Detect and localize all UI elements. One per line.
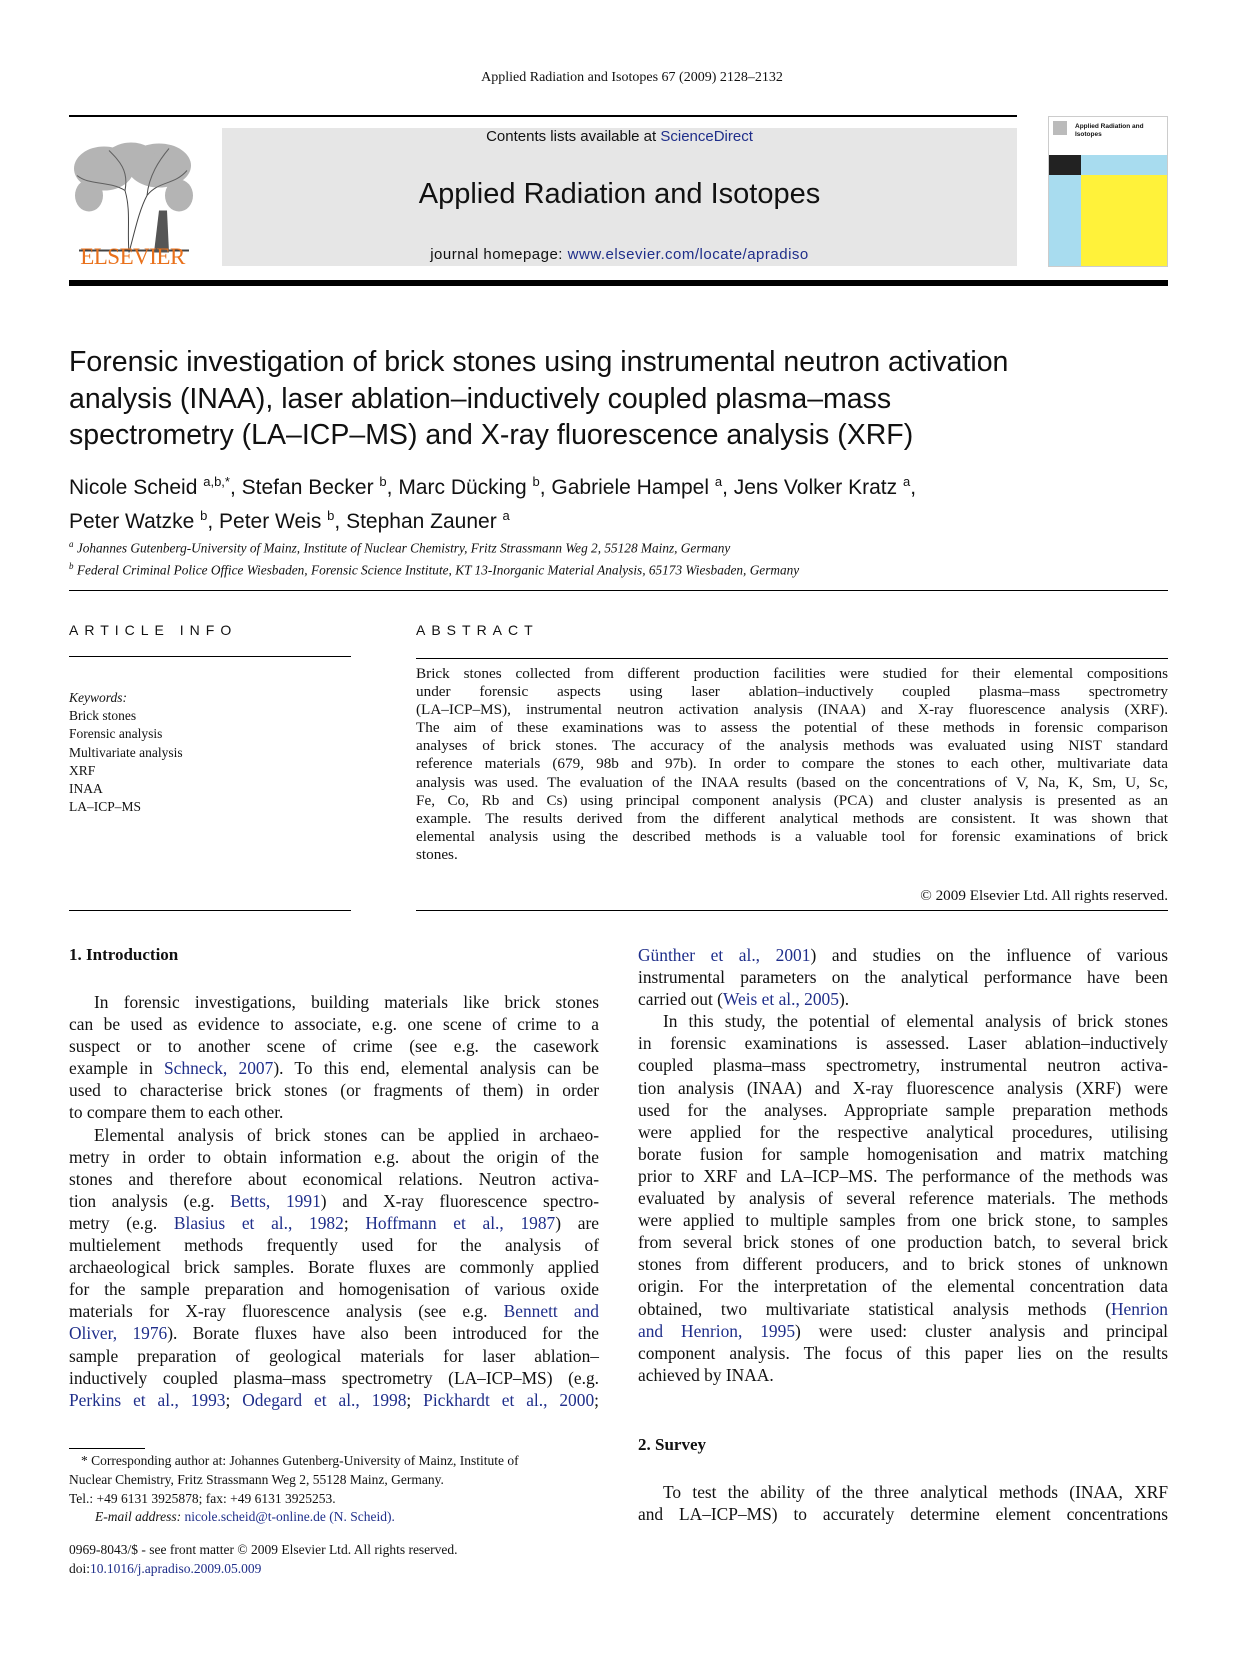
text-run: ) were used: cluster analysis and principal bbox=[795, 1320, 1168, 1341]
corresponding-author-note: * Corresponding author at: Johannes Gutenberg-University of Mainz, Institute of bbox=[81, 1453, 519, 1468]
text-run: metry in order to obtain information e.g. about the origin of the bbox=[69, 1146, 599, 1167]
citation-link[interactable]: Bennett and bbox=[503, 1301, 599, 1322]
section-heading: 1. Introduction bbox=[69, 945, 179, 964]
article-info-bottom-rule bbox=[69, 910, 351, 911]
abstract-rule bbox=[416, 658, 1168, 659]
text-run: ; bbox=[225, 1389, 243, 1410]
text-run: example in bbox=[69, 1058, 164, 1079]
author-separator: , bbox=[539, 476, 552, 499]
body-line bbox=[69, 1345, 599, 1367]
text-run: ). To this end, elemental analysis can be bbox=[273, 1058, 599, 1079]
text-run: metry (e.g. bbox=[69, 1212, 174, 1233]
body-line bbox=[638, 1364, 1168, 1386]
phone-fax: Tel.: +49 6131 3925878; fax: +49 6131 3925253. bbox=[69, 1490, 336, 1506]
citation-link[interactable]: Pickhardt et al., 2000 bbox=[423, 1389, 595, 1410]
cover-yellow-block bbox=[1081, 175, 1168, 267]
text-run: achieved by INAA. bbox=[638, 1364, 774, 1385]
affiliation-mark: a bbox=[69, 539, 74, 549]
affiliation-mark: b bbox=[69, 561, 74, 572]
corresponding-author-note-cont: Nuclear Chemistry, Fritz Strassmann Weg 2, 55128 Mainz, Germany. bbox=[69, 1471, 444, 1487]
homepage-link[interactable]: www.elsevier.com/locate/apradiso bbox=[567, 246, 809, 263]
text-run: to compare them to each other. bbox=[69, 1102, 284, 1123]
email-label: E-mail address: bbox=[95, 1509, 185, 1525]
abstract-line: elemental analysis using the described methods is a valuable tool for forensic examinations of brick bbox=[416, 827, 1168, 845]
text-run: ; bbox=[343, 1212, 366, 1233]
citation-link[interactable]: Hoffmann et al., 1987 bbox=[365, 1212, 556, 1233]
abstract-copyright: © 2009 Elsevier Ltd. All rights reserved. bbox=[920, 887, 1168, 904]
text-run: were applied to multiple samples from one brick stone, to samples bbox=[638, 1210, 1168, 1231]
body-line bbox=[69, 1013, 599, 1035]
author-separator: , bbox=[229, 476, 242, 499]
article-info-heading: ARTICLE INFO bbox=[69, 622, 238, 638]
body-line bbox=[69, 1234, 599, 1256]
author-name: Stephan Zauner bbox=[346, 510, 503, 533]
body-line bbox=[638, 1099, 1168, 1121]
masthead-thick-rule bbox=[69, 280, 1168, 286]
author-name: Jens Volker Kratz bbox=[733, 476, 903, 499]
body-line bbox=[69, 1168, 599, 1190]
author-list bbox=[69, 468, 1179, 536]
body-line bbox=[69, 1035, 599, 1057]
text-run: evaluated by analysis of several reference materials. The methods bbox=[638, 1188, 1168, 1209]
body-line bbox=[638, 1209, 1168, 1231]
text-run: stones from different producers, and to brick stones of unknown bbox=[638, 1254, 1168, 1275]
text-run: ; bbox=[594, 1389, 599, 1410]
text-run: origin. For the interpretation of the elemental concentration data bbox=[638, 1276, 1168, 1297]
text-run: materials for X-ray fluorescence analysis (see e.g. bbox=[69, 1301, 504, 1322]
body-line bbox=[69, 1278, 599, 1300]
affiliation-a bbox=[69, 535, 1179, 557]
publisher-name: ELSEVIER bbox=[80, 244, 185, 269]
body-line bbox=[638, 1032, 1168, 1054]
body-line bbox=[638, 1165, 1168, 1187]
body-line bbox=[69, 1300, 599, 1322]
title-line: analysis (INAA), laser ablation–inductively coupled plasma–mass bbox=[69, 382, 892, 415]
body-line bbox=[69, 1057, 599, 1079]
section-heading: 2. Survey bbox=[638, 1434, 706, 1454]
body-line bbox=[638, 1143, 1168, 1165]
author-name: Marc Dücking bbox=[398, 476, 533, 499]
author-name: Gabriele Hampel bbox=[551, 476, 715, 499]
affiliation-text: Johannes Gutenberg-University of Mainz, Institute of Nuclear Chemistry, Fritz Strassmann Weg 2, 55128 Mainz, Germany bbox=[76, 540, 731, 556]
body-line bbox=[638, 1253, 1168, 1275]
citation-link[interactable]: Henrion bbox=[1111, 1298, 1168, 1319]
citation-link[interactable]: Günther et al., 2001 bbox=[638, 945, 811, 965]
article-title bbox=[69, 344, 1179, 454]
footnotes bbox=[69, 1452, 601, 1579]
body-line bbox=[638, 1121, 1168, 1143]
abstract-text bbox=[416, 665, 1168, 864]
keyword: LA–ICP–MS bbox=[69, 799, 142, 815]
email-link[interactable]: nicole.scheid@t-online.de (N. Scheid). bbox=[184, 1509, 395, 1525]
text-run: used to characterise brick stones (or fragments of them) in order bbox=[69, 1080, 599, 1101]
body-line bbox=[638, 1481, 1168, 1503]
author-separator: , bbox=[910, 476, 917, 499]
body-line bbox=[69, 1212, 599, 1234]
text-run: in forensic examinations is assessed. Laser ablation–inductively bbox=[638, 1033, 1168, 1054]
body-line bbox=[638, 966, 1168, 988]
front-matter: 0969-8043/$ - see front matter © 2009 Elsevier Ltd. All rights reserved. bbox=[69, 1542, 458, 1558]
citation-link[interactable]: Perkins et al., 1993 bbox=[69, 1389, 226, 1410]
author-affiliation-mark: a bbox=[902, 474, 911, 489]
author-affiliation-mark: a bbox=[502, 508, 510, 523]
author-separator: , bbox=[207, 510, 220, 533]
author-affiliation-mark: b bbox=[200, 508, 208, 523]
citation-link[interactable]: Betts, 1991 bbox=[230, 1190, 321, 1211]
citation-link[interactable]: Blasius et al., 1982 bbox=[173, 1212, 344, 1233]
text-run: tion analysis (e.g. bbox=[69, 1190, 231, 1211]
body-line bbox=[638, 1010, 1168, 1032]
footnote-rule bbox=[69, 1448, 145, 1449]
text-run: In forensic investigations, building materials like brick stones bbox=[94, 992, 599, 1012]
doi-line bbox=[69, 1560, 601, 1579]
body-line bbox=[638, 1054, 1168, 1076]
author-affiliation-mark: a,b,* bbox=[203, 474, 230, 489]
journal-masthead bbox=[222, 128, 1017, 266]
body-line bbox=[69, 991, 599, 1013]
title-line: spectrometry (LA–ICP–MS) and X-ray fluorescence analysis (XRF) bbox=[69, 419, 914, 451]
homepage-prefix: journal homepage: bbox=[430, 246, 568, 263]
author-affiliation-mark: b bbox=[532, 474, 540, 489]
body-line bbox=[638, 1342, 1168, 1364]
citation-link[interactable]: Oliver, 1976 bbox=[69, 1323, 168, 1344]
text-run: ; bbox=[406, 1389, 424, 1410]
abstract-line: analyses of brick stones. The accuracy of the analysis methods was evaluated using NIST standard bbox=[416, 737, 1168, 755]
citation-link[interactable]: Weis et al., 2005 bbox=[722, 989, 839, 1010]
text-run: suspect or to another scene of crime (see e.g. the casework bbox=[69, 1036, 599, 1057]
text-run: stones and therefore about economical relations. Neutron activa- bbox=[69, 1168, 599, 1189]
citation-link[interactable]: Odegard et al., 1998 bbox=[242, 1389, 407, 1410]
text-run: for the sample preparation and homogenisation of various oxide bbox=[69, 1279, 599, 1300]
body-line bbox=[638, 988, 1168, 1010]
abstract-line: example. The results derived from the different analytical methods are consistent. It was shown that bbox=[416, 809, 1168, 827]
body-column-left bbox=[69, 944, 599, 1411]
doi-label: doi: bbox=[69, 1560, 91, 1576]
body-line bbox=[638, 1275, 1168, 1297]
body-line bbox=[69, 1256, 599, 1278]
body-line bbox=[638, 1231, 1168, 1253]
abstract-line: Fe, Co, Rb and Cs) using principal component analysis (PCA) and cluster analysis is presented as an bbox=[416, 791, 1168, 809]
cover-title: Applied Radiation and Isotopes bbox=[1075, 123, 1144, 138]
text-run: carried out ( bbox=[638, 989, 723, 1010]
text-run: component analysis. The focus of this paper lies on the results bbox=[638, 1342, 1168, 1363]
text-run: To test the ability of the three analytical methods (INAA, XRF bbox=[663, 1481, 1168, 1502]
abstract-line: stones. bbox=[416, 845, 458, 863]
text-run: Elemental analysis of brick stones can be applied in archaeo- bbox=[94, 1124, 599, 1145]
keyword: Brick stones bbox=[69, 708, 137, 724]
keyword: INAA bbox=[69, 781, 103, 797]
body-line bbox=[69, 1101, 599, 1123]
abstract-line: reference materials (679, 98b and 97b). In order to compare the stones to each other, multivariate data bbox=[416, 755, 1168, 773]
section-rule bbox=[69, 590, 1168, 591]
journal-cover-thumbnail bbox=[1048, 116, 1168, 267]
abstract-line: analysis was used. The evaluation of the INAA results (based on the concentrations of V, Na, K, Sm, U, Sc, bbox=[416, 773, 1168, 791]
text-run: borate fusion for sample homogenisation and matrix matching bbox=[638, 1143, 1168, 1164]
body-line bbox=[638, 944, 1168, 966]
text-run: ). bbox=[838, 989, 850, 1010]
body-line bbox=[638, 1298, 1168, 1320]
keyword: Forensic analysis bbox=[69, 726, 163, 742]
text-run: In this study, the potential of elemental analysis of brick stones bbox=[663, 1011, 1168, 1032]
cover-logo-icon bbox=[1053, 121, 1067, 135]
text-run: archaeological brick samples. Borate fluxes are commonly applied bbox=[69, 1257, 599, 1278]
author-separator: , bbox=[334, 510, 347, 533]
author-name: Peter Watzke bbox=[69, 510, 201, 533]
abstract-line: The aim of these examinations was to assess the potential of these methods in forensic comparison bbox=[416, 719, 1168, 737]
body-line bbox=[638, 1503, 1168, 1525]
running-header: Applied Radiation and Isotopes 67 (2009) 2128–2132 bbox=[481, 70, 783, 85]
text-run: coupled plasma–mass spectrometry, instrumental neutron activa- bbox=[638, 1055, 1168, 1076]
body-line bbox=[69, 1124, 599, 1146]
body-line bbox=[638, 1320, 1168, 1342]
affiliations bbox=[69, 535, 1179, 580]
keywords-label: Keywords: bbox=[69, 690, 127, 705]
article-info-rule bbox=[69, 656, 351, 657]
header-rule bbox=[69, 115, 1017, 117]
author-name: Stefan Becker bbox=[241, 476, 380, 499]
author-separator: , bbox=[386, 476, 399, 499]
text-run: tion analysis (INAA) and X-ray fluorescence analysis (XRF) were bbox=[638, 1077, 1168, 1098]
affiliation-text: Federal Criminal Police Office Wiesbaden, Forensic Science Institute, KT 13-Inorganic Material Analysis, 65173 Wiesbaden, Germany bbox=[76, 562, 800, 578]
text-run: ) and studies on the influence of various bbox=[810, 945, 1168, 965]
text-run: prior to XRF and LA–ICP–MS. The performance of the methods was bbox=[638, 1165, 1168, 1186]
abstract-heading: ABSTRACT bbox=[416, 622, 539, 638]
text-run: ) and X-ray fluorescence spectro- bbox=[320, 1190, 599, 1211]
abstract-line: under forensic aspects using laser ablation–inductively coupled plasma–mass spectrometry bbox=[416, 683, 1168, 701]
text-run: from several brick stones of one production batch, to several brick bbox=[638, 1232, 1168, 1253]
text-run: were applied for the respective analytical procedures, utilising bbox=[638, 1121, 1168, 1142]
text-run: and LA–ICP–MS) to accurately determine element concentrations bbox=[638, 1503, 1168, 1524]
title-line: Forensic investigation of brick stones using instrumental neutron activation bbox=[69, 346, 1009, 378]
author-name: Nicole Scheid bbox=[69, 476, 204, 499]
author-affiliation-mark: a bbox=[714, 474, 723, 489]
body-line bbox=[638, 1187, 1168, 1209]
text-run: multielement methods frequently used for the analysis of bbox=[69, 1235, 599, 1256]
keyword: Multivariate analysis bbox=[69, 744, 183, 760]
body-line bbox=[69, 1146, 599, 1168]
contents-prefix: Contents lists available at bbox=[486, 128, 661, 145]
author-affiliation-mark: b bbox=[327, 508, 335, 523]
abstract-bottom-rule bbox=[416, 910, 1168, 911]
abstract-line: (LA–ICP–MS), instrumental neutron activation analysis (INAA) and X-ray fluorescence analysis (XRF). bbox=[416, 701, 1168, 719]
body-line bbox=[69, 1389, 599, 1411]
body-line bbox=[69, 1367, 599, 1389]
journal-title: Applied Radiation and Isotopes bbox=[418, 178, 821, 210]
text-run: can be used as evidence to associate, e.g. one scene of crime to a bbox=[69, 1014, 599, 1035]
text-run: ) are bbox=[555, 1212, 599, 1233]
text-run: ). Borate fluxes have also been introduced for the bbox=[167, 1323, 599, 1344]
body-column-right bbox=[638, 944, 1168, 1525]
abstract-line: Brick stones collected from different production facilities were studied for their elemental compositions bbox=[416, 665, 1168, 682]
keywords bbox=[69, 689, 183, 816]
text-run: used for the analyses. Appropriate sample preparation methods bbox=[638, 1099, 1168, 1120]
author-separator: , bbox=[722, 476, 734, 499]
body-line bbox=[69, 1190, 599, 1212]
citation-link[interactable]: and Henrion, 1995 bbox=[638, 1320, 796, 1341]
keyword: XRF bbox=[69, 762, 96, 778]
homepage-line bbox=[222, 246, 1017, 263]
text-run: instrumental parameters on the analytical performance have been bbox=[638, 967, 1168, 988]
text-run: obtained, two multivariate statistical analysis methods ( bbox=[638, 1298, 1111, 1319]
cover-atom-icon bbox=[1049, 155, 1081, 175]
affiliation-b bbox=[69, 557, 1179, 579]
citation-link[interactable]: Schneck, 2007 bbox=[164, 1058, 274, 1079]
sciencedirect-link[interactable]: ScienceDirect bbox=[660, 128, 753, 145]
text-run: sample preparation of geological materials for laser ablation– bbox=[69, 1345, 599, 1366]
body-line bbox=[638, 1077, 1168, 1099]
body-line bbox=[69, 1079, 599, 1101]
doi-link[interactable]: 10.1016/j.apradiso.2009.05.009 bbox=[90, 1560, 262, 1576]
author-name: Peter Weis bbox=[219, 510, 328, 533]
body-line bbox=[69, 1322, 599, 1344]
author-affiliation-mark: b bbox=[379, 474, 387, 489]
contents-line bbox=[222, 128, 1017, 146]
text-run: inductively coupled plasma–mass spectrometry (LA–ICP–MS) (e.g. bbox=[69, 1367, 599, 1388]
email-line bbox=[69, 1508, 601, 1527]
